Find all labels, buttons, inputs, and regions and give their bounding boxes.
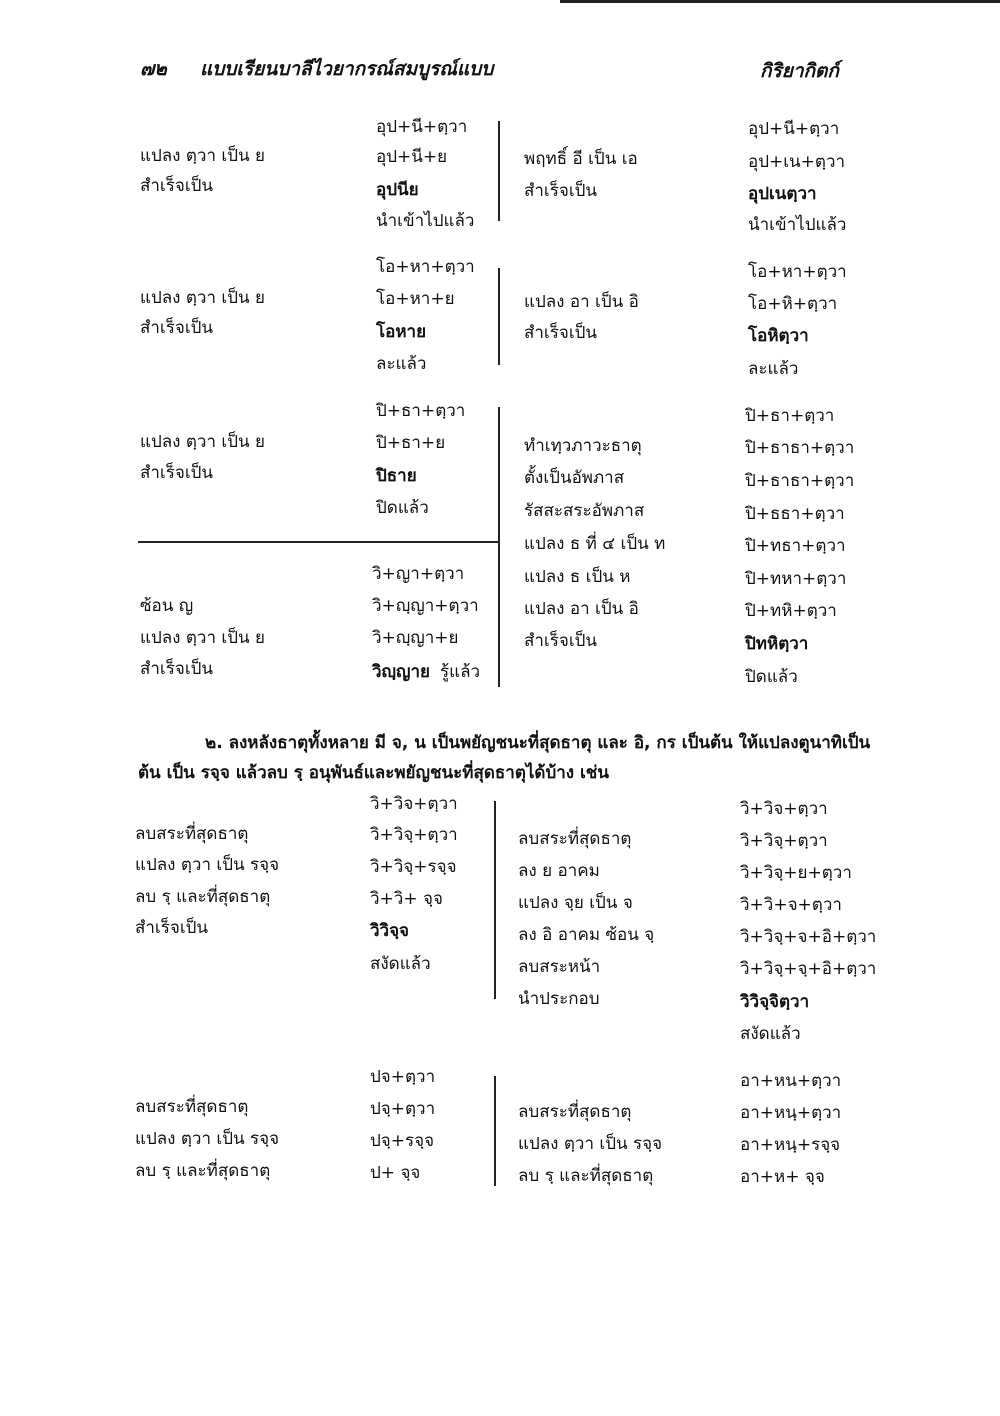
result-form: โอหาย xyxy=(376,322,427,342)
column-divider xyxy=(498,407,500,687)
form-line: วิ+วิจฺ+ตฺวา xyxy=(370,825,458,845)
form-line: ปิ+ทหา+ตฺวา xyxy=(745,569,847,589)
step-label: ลบสระที่สุดธาตุ xyxy=(518,829,632,849)
step-label: สำเร็จเป็น xyxy=(140,176,214,196)
page-number: ๗๒ xyxy=(140,58,167,80)
step-label: ลบสระที่สุดธาตุ xyxy=(135,824,249,844)
form-line: วิ+ญา+ตฺวา xyxy=(372,564,465,584)
column-divider xyxy=(494,801,496,999)
form-line: อา+หนฺ+ตฺวา xyxy=(740,1103,842,1123)
result-form: อุปนีย xyxy=(376,180,419,200)
form-line: วิ+วิ+ จฺจ xyxy=(370,889,443,909)
step-label: ลง อิ อาคม ซ้อน จฺ xyxy=(518,925,655,945)
step-label: รัสสะสระอัพภาส xyxy=(524,501,645,521)
meaning: ปิดแล้ว xyxy=(745,667,798,687)
step-label: ลบสระที่สุดธาตุ xyxy=(135,1097,249,1117)
form-line: วิ+ญฺญา+ตฺวา xyxy=(372,596,479,616)
meaning: สงัดแล้ว xyxy=(370,954,431,974)
step-label: แปลง ตฺวา เป็น ย xyxy=(140,146,265,166)
book-title: แบบเรียนบาลีไวยากรณ์สมบูรณ์แบบ xyxy=(200,58,494,80)
form-line: ป+ จฺจ xyxy=(370,1163,421,1183)
step-label: ลบสระหน้า xyxy=(518,957,601,977)
result-form: วิวิจฺจ xyxy=(370,921,410,941)
step-label: แปลง ตฺวา เป็น รจฺจ xyxy=(518,1134,663,1154)
result-form: วิญฺญาย xyxy=(372,662,431,682)
step-label: แปลง ตฺวา เป็น ย xyxy=(140,432,265,452)
step-label: แปลง ตฺวา เป็น รจฺจ xyxy=(135,855,280,875)
result-form: วิวิจฺจิตฺวา xyxy=(740,992,810,1012)
step-label: ลง ย อาคม xyxy=(518,861,600,881)
step-label: แปลง ตฺวา เป็น รจฺจ xyxy=(135,1129,280,1149)
form-line: อุป+นี+ตฺวา xyxy=(376,117,468,137)
rule-paragraph-line: ๒. ลงหลังธาตุทั้งหลาย มี จ, น เป็นพยัญชนะที่สุดธาตุ และ อิ, กร เป็นต้น ให้แปลงตูนาทิเป็น xyxy=(205,733,871,753)
meaning: ปิดแล้ว xyxy=(376,498,429,518)
step-label: แปลง จฺย เป็น จ xyxy=(518,893,633,913)
form-line: วิ+วิ+จ+ตฺวา xyxy=(740,895,842,915)
meaning: รู้แล้ว xyxy=(440,662,481,682)
form-line: วิ+วิจฺ+ย+ตฺวา xyxy=(740,863,852,883)
step-label: แปลง ตฺวา เป็น ย xyxy=(140,628,265,648)
result-form: อุปเนตฺวา xyxy=(748,184,817,204)
step-label: สำเร็จเป็น xyxy=(140,318,214,338)
step-label: สำเร็จเป็น xyxy=(524,181,598,201)
form-line: ปจฺ+ตฺวา xyxy=(370,1099,436,1119)
meaning: สงัดแล้ว xyxy=(740,1024,801,1044)
step-label: แปลง อา เป็น อิ xyxy=(524,292,639,312)
step-label: นำประกอบ xyxy=(518,989,600,1009)
step-label: ลบ รฺ และที่สุดธาตุ xyxy=(518,1166,654,1186)
step-label: สำเร็จเป็น xyxy=(140,659,214,679)
form-line: โอ+หา+ตฺวา xyxy=(376,257,475,277)
rule-paragraph-line: ต้น เป็น รจฺจ แล้วลบ รฺ อนุพันธ์และพยัญชนะที่สุดธาตุได้บ้าง เช่น xyxy=(138,763,609,783)
step-label: ลบ รฺ และที่สุดธาตุ xyxy=(135,887,271,907)
meaning: นำเข้าไปแล้ว xyxy=(376,211,475,231)
result-form: ปิธาย xyxy=(376,466,417,486)
form-line: ปิ+ทหิ+ตฺวา xyxy=(745,601,837,621)
result-form: ปิทหิตฺวา xyxy=(745,634,809,654)
step-label: สำเร็จเป็น xyxy=(140,463,214,483)
meaning: ละแล้ว xyxy=(376,354,427,374)
result-form: โอหิตฺวา xyxy=(748,326,809,346)
column-divider xyxy=(498,268,500,365)
form-line: ปจฺ+รจฺจ xyxy=(370,1131,435,1151)
step-label: พฤทธิ์ อี เป็น เอ xyxy=(524,149,638,169)
form-line: วิ+วิจ+ตฺวา xyxy=(740,799,828,819)
form-line: วิ+ญฺญา+ย xyxy=(372,628,459,648)
form-line: ปิ+ธา+ตฺวา xyxy=(376,401,466,421)
column-divider xyxy=(498,121,500,221)
step-label: ตั้งเป็นอัพภาส xyxy=(524,468,625,488)
form-line: ปจ+ตฺวา xyxy=(370,1067,436,1087)
step-label: ทำเทฺวภาวะธาตุ xyxy=(524,436,642,456)
step-label: แปลง ธ ที่ ๔ เป็น ท xyxy=(524,534,666,554)
form-line: ปิ+ธาธา+ตฺวา xyxy=(745,438,855,458)
step-label: แปลง ธ เป็น ห xyxy=(524,567,631,587)
form-line: ปิ+ธาธา+ตฺวา xyxy=(745,471,855,491)
step-label: แปลง อา เป็น อิ xyxy=(524,599,639,619)
form-line: ปิ+ธา+ตฺวา xyxy=(745,406,835,426)
step-label: ซ้อน ญ xyxy=(140,596,194,616)
form-line: อา+หน+ตฺวา xyxy=(740,1071,842,1091)
form-line: อา+ห+ จฺจ xyxy=(740,1167,825,1187)
step-label: ลบสระที่สุดธาตุ xyxy=(518,1102,632,1122)
meaning: ละแล้ว xyxy=(748,359,799,379)
form-line: อา+หนฺ+รจฺจ xyxy=(740,1135,841,1155)
step-label: ลบ รฺ และที่สุดธาตุ xyxy=(135,1161,271,1181)
form-line: วิ+วิจฺ+รจฺจ xyxy=(370,857,457,877)
step-label: สำเร็จเป็น xyxy=(524,323,598,343)
form-line: วิ+วิจฺ+จ+อิ+ตฺวา xyxy=(740,927,877,947)
section-separator xyxy=(138,541,500,543)
form-line: อุป+เน+ตฺวา xyxy=(748,152,846,172)
form-line: ปิ+ธธา+ตฺวา xyxy=(745,504,845,524)
form-line: ปิ+ธา+ย xyxy=(376,433,446,453)
chapter-title: กิริยากิตก์ xyxy=(760,60,839,82)
meaning: นำเข้าไปแล้ว xyxy=(748,215,847,235)
top-rule xyxy=(560,0,1000,3)
step-label: สำเร็จเป็น xyxy=(135,918,209,938)
form-line: วิ+วิจฺ+ตฺวา xyxy=(740,831,828,851)
step-label: แปลง ตฺวา เป็น ย xyxy=(140,288,265,308)
form-line: วิ+วิจ+ตฺวา xyxy=(370,794,458,814)
form-line: โอ+หิ+ตฺวา xyxy=(748,294,838,314)
form-line: อุป+นี+ตฺวา xyxy=(748,119,840,139)
form-line: อุป+นี+ย xyxy=(376,147,448,167)
form-line: โอ+หา+ตฺวา xyxy=(748,262,847,282)
form-line: วิ+วิจฺ+จฺ+อิ+ตฺวา xyxy=(740,959,877,979)
form-line: ปิ+ทธา+ตฺวา xyxy=(745,536,846,556)
column-divider xyxy=(494,1076,496,1186)
form-line: โอ+หา+ย xyxy=(376,289,455,309)
step-label: สำเร็จเป็น xyxy=(524,631,598,651)
